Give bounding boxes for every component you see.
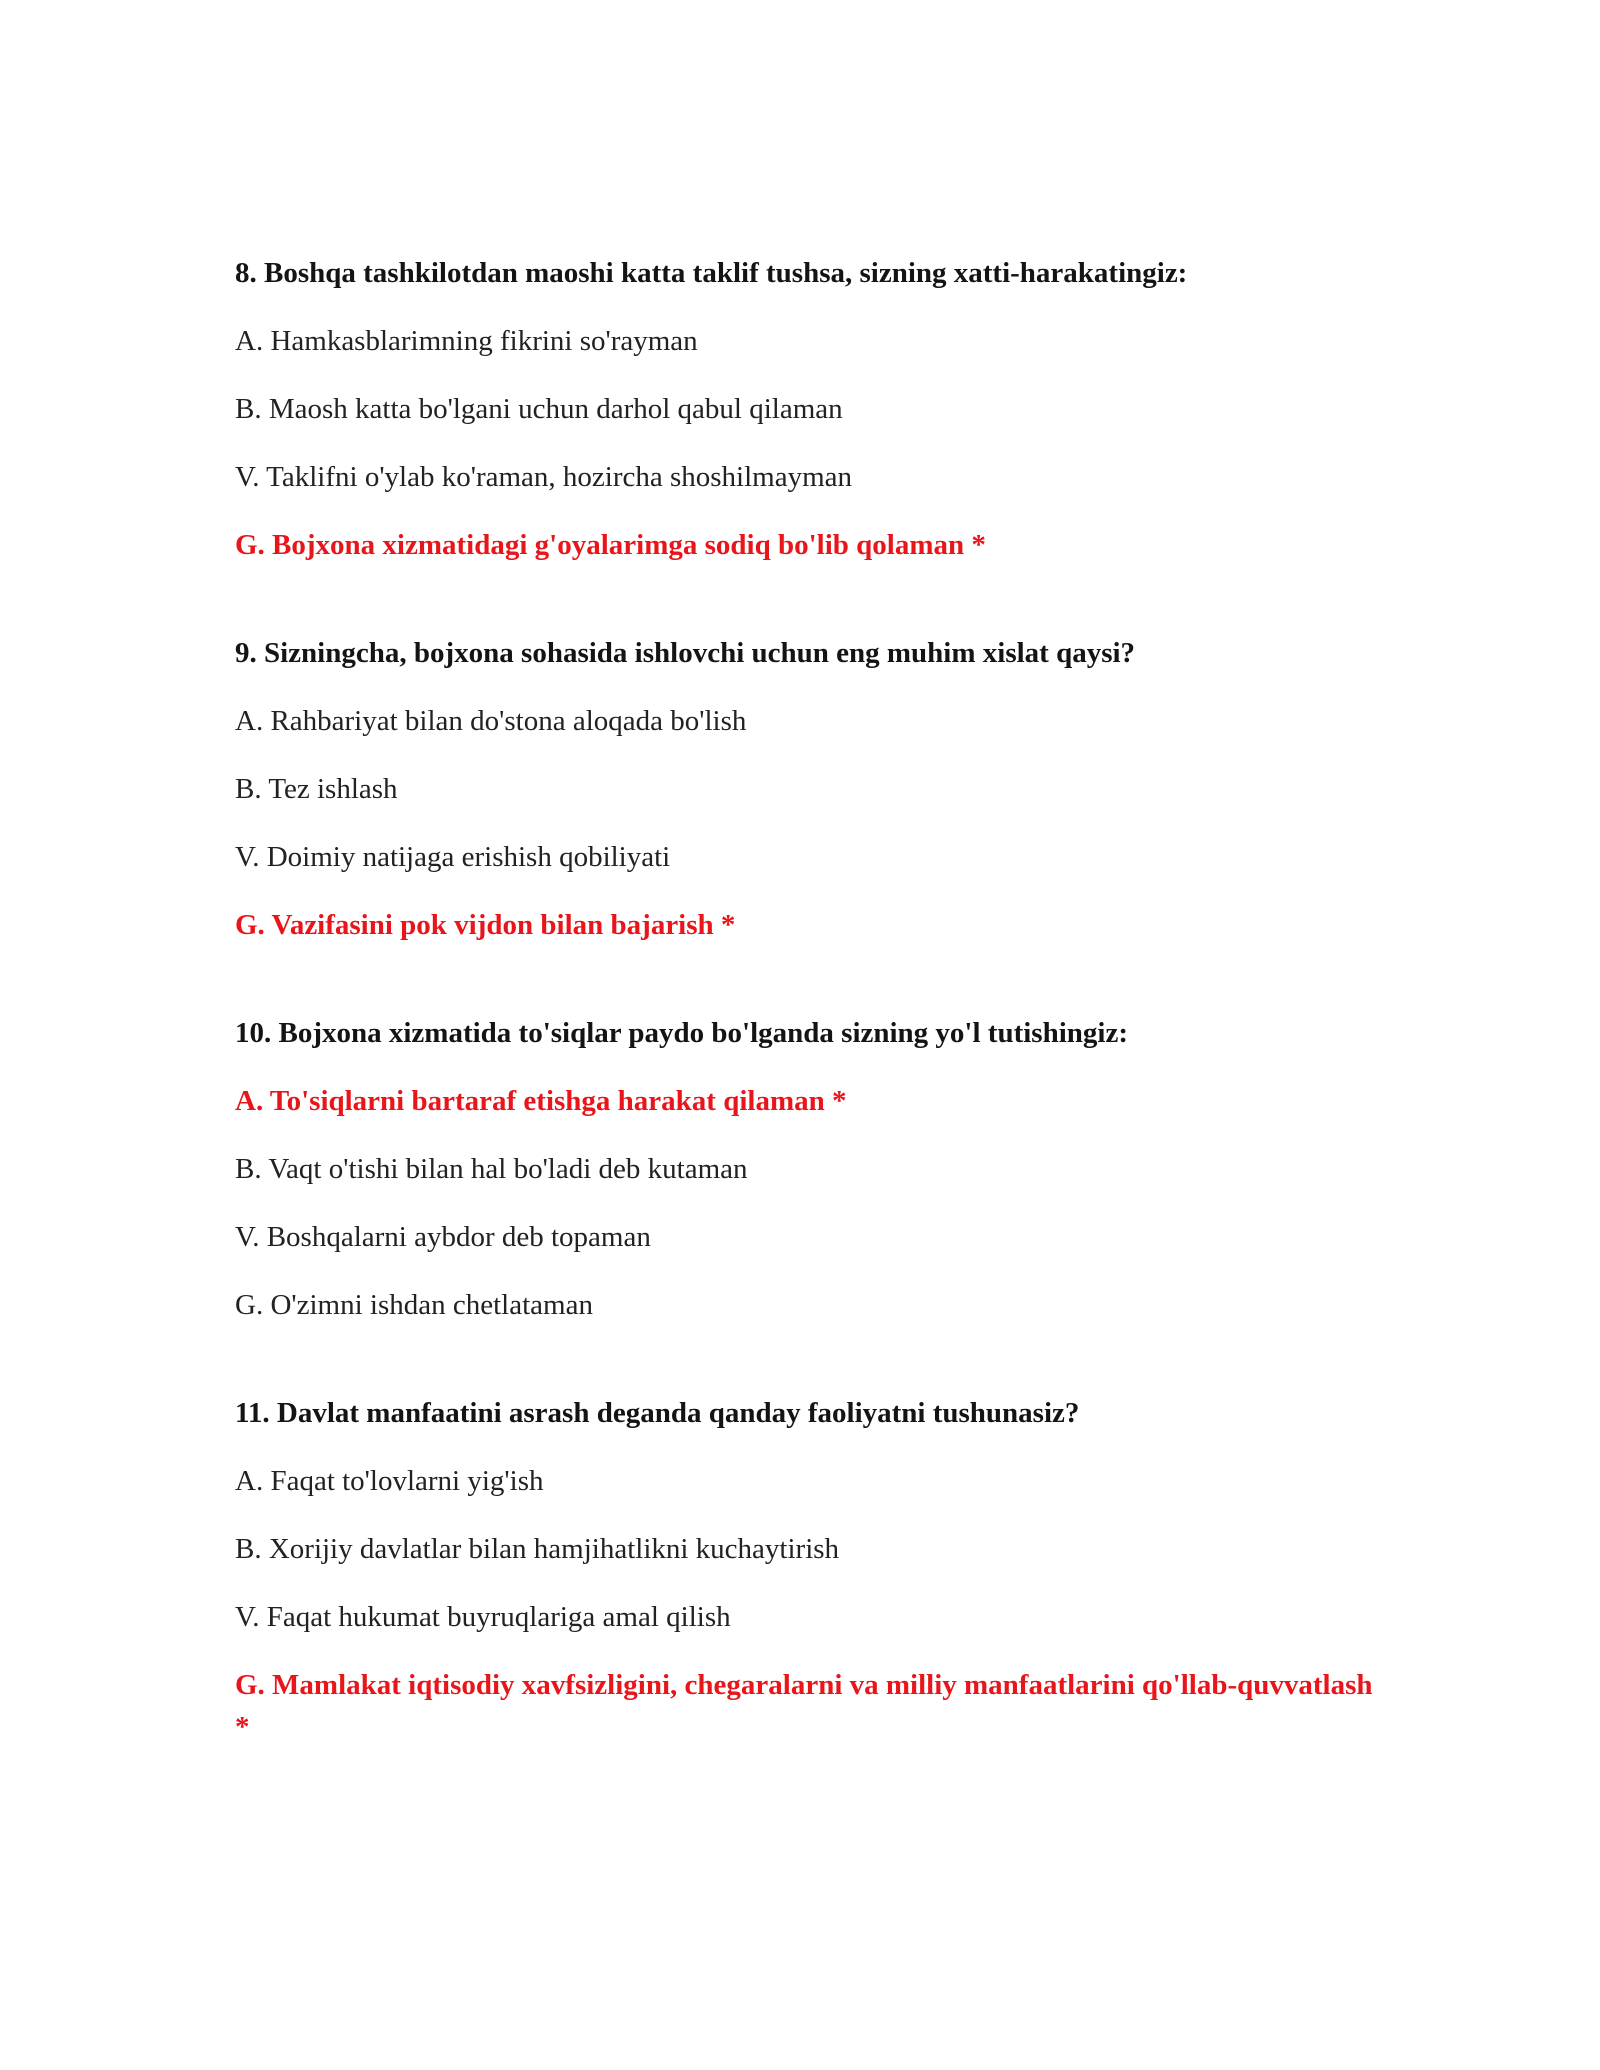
option-b: B. Xorijiy davlatlar bilan hamjihatlikni kuchaytirish bbox=[235, 1533, 840, 1565]
question-list bbox=[235, 252, 1375, 1814]
question-text: 8. Boshqa tashkilotdan maoshi katta taklif tushsa, sizning xatti-harakatingiz: bbox=[235, 257, 1188, 289]
question-text: 11. Davlat manfaatini asrash deganda qanday faoliyatni tushunasiz? bbox=[235, 1397, 1080, 1429]
option-v: V. Taklifni o'ylab ko'raman, hozircha shoshilmayman bbox=[235, 461, 853, 493]
option-g: G. O'zimni ishdan chetlataman bbox=[235, 1289, 593, 1321]
option-g-correct-answer: G. Bojxona xizmatidagi g'oyalarimga sodiq bo'lib qolaman * bbox=[235, 529, 986, 561]
question-10 bbox=[235, 1012, 1375, 1326]
question-text: 9. Sizningcha, bojxona sohasida ishlovchi uchun eng muhim xislat qaysi? bbox=[235, 637, 1136, 669]
option-a-correct-answer: A. To'siqlarni bartaraf etishga harakat qilaman * bbox=[235, 1085, 847, 1117]
option-b: B. Vaqt o'tishi bilan hal bo'ladi deb kutaman bbox=[235, 1153, 748, 1185]
option-b: B. Maosh katta bo'lgani uchun darhol qabul qilaman bbox=[235, 393, 843, 425]
question-11 bbox=[235, 1392, 1375, 1748]
option-v: V. Boshqalarni aybdor deb topaman bbox=[235, 1221, 651, 1253]
option-a: A. Faqat to'lovlarni yig'ish bbox=[235, 1465, 544, 1497]
question-8 bbox=[235, 252, 1375, 566]
option-g-correct-answer: G. Vazifasini pok vijdon bilan bajarish * bbox=[235, 909, 736, 941]
question-text: 10. Bojxona xizmatida to'siqlar paydo bo'lganda sizning yo'l tutishingiz: bbox=[235, 1017, 1128, 1049]
option-v: V. Doimiy natijaga erishish qobiliyati bbox=[235, 841, 671, 873]
option-g-correct-answer: G. Mamlakat iqtisodiy xavfsizligini, chegaralarni va milliy manfaatlarini qo'llab-quvvatlash * bbox=[235, 1669, 1373, 1743]
option-a: A. Rahbariyat bilan do'stona aloqada bo'lish bbox=[235, 705, 747, 737]
question-9 bbox=[235, 632, 1375, 946]
option-a: A. Hamkasblarimning fikrini so'rayman bbox=[235, 325, 698, 357]
option-b: B. Tez ishlash bbox=[235, 773, 398, 805]
option-v: V. Faqat hukumat buyruqlariga amal qilish bbox=[235, 1601, 731, 1633]
